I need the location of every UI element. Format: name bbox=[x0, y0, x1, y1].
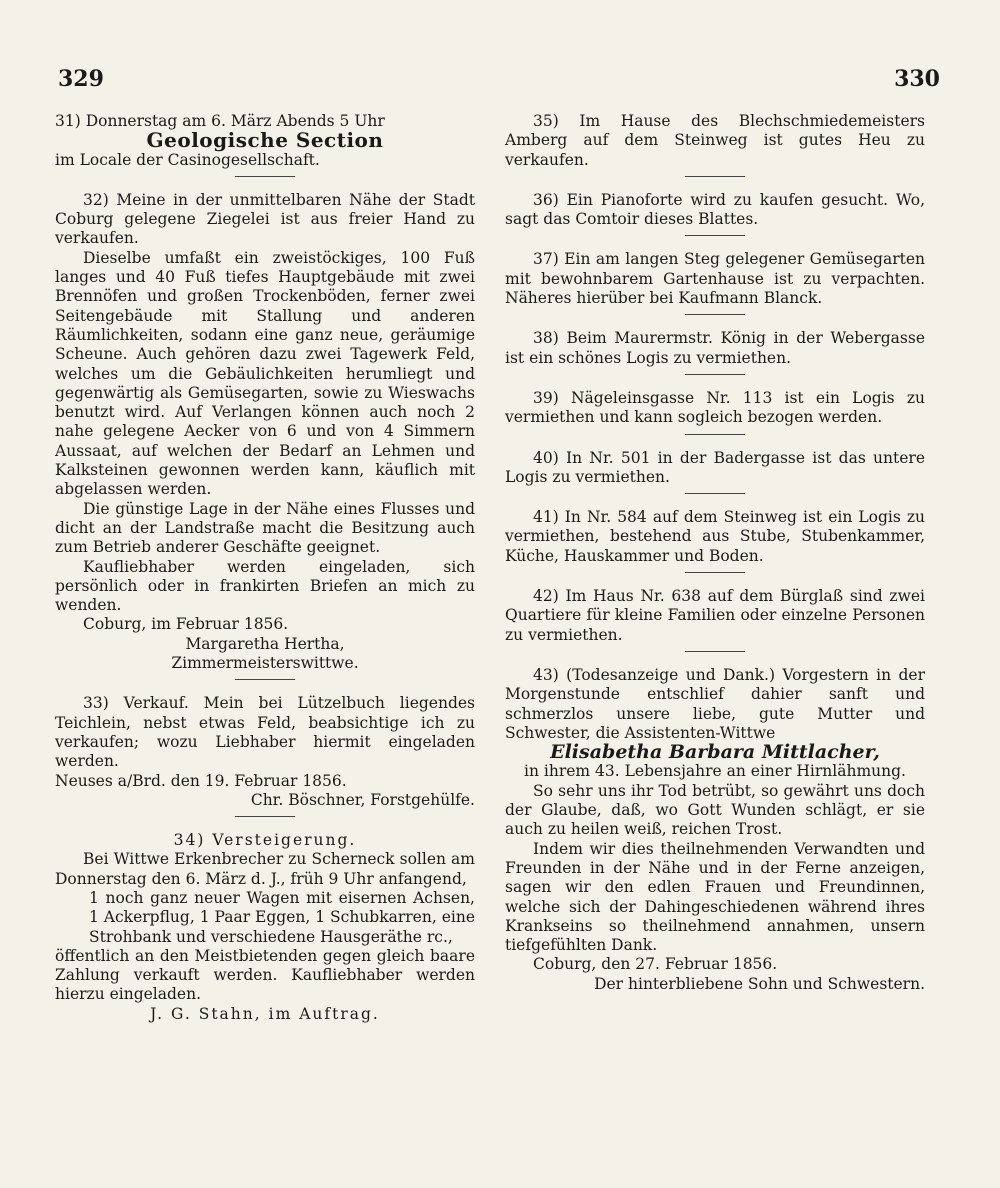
ad-31-text: 31) Donnerstag am 6. März Abends 5 Uhr bbox=[55, 112, 385, 130]
separator-rule bbox=[235, 816, 295, 817]
page-number-left: 329 bbox=[58, 66, 104, 92]
separator-rule bbox=[685, 434, 745, 435]
ad-31-text: im Locale der Casinogesellschaft. bbox=[55, 150, 320, 169]
right-column bbox=[505, 112, 925, 994]
separator-rule bbox=[685, 374, 745, 375]
ad-32-text: Zimmermeisterswittwe. bbox=[171, 654, 359, 673]
ad-32-text: Die günstige Lage in der Nähe eines Flusses und dicht an der Landstraße macht die Besitzung auch zum Betrieb anderer Geschäfte geeignet. bbox=[55, 499, 475, 557]
ad-35-text: 35) Im Hause des Blechschmiedemeisters Amberg auf dem Steinweg ist gutes Heu zu verkaufen. bbox=[505, 112, 925, 169]
ad-32-text: Margaretha Hertha, bbox=[185, 634, 345, 653]
ad-34-text: öffentlich an den Meistbietenden gegen gleich baare Zahlung verkauft werden. Kaufliebhaber werden hierzu eingeladen. bbox=[55, 946, 475, 1004]
ad-38-text: 38) Beim Maurermstr. König in der Webergasse ist ein schönes Logis zu vermiethen. bbox=[505, 329, 925, 367]
ad-33-text: Chr. Böschner, Forstgehülfe. bbox=[250, 790, 475, 809]
separator-rule bbox=[685, 176, 745, 177]
advertisement-32 bbox=[55, 191, 475, 673]
separator-rule bbox=[685, 235, 745, 236]
ad-34-text: 34) Versteigerung. bbox=[173, 831, 357, 850]
ad-36-text: 36) Ein Pianoforte wird zu kaufen gesucht. Wo, sagt das Comtoir dieses Blattes. bbox=[505, 190, 925, 229]
separator-rule bbox=[685, 493, 745, 494]
separator-rule bbox=[685, 572, 745, 573]
ad-32-text: Kaufliebhaber werden eingeladen, sich persönlich oder in frankirten Briefen an mich zu wenden. bbox=[55, 557, 475, 615]
ad-37-text: 37) Ein am langen Steg gelegener Gemüsegarten mit bewohnbarem Gartenhause ist zu verpachten. Näheres hierüber bei Kaufmann Blanck. bbox=[505, 250, 925, 308]
ad-34-text: 1 noch ganz neuer Wagen mit eisernen Achsen, 1 Ackerpflug, 1 Paar Eggen, 1 Schubkarren, eine Strohbank und verschiedene Hausgeräthe rc., bbox=[89, 888, 475, 946]
left-column bbox=[55, 112, 475, 1024]
advertisement-41 bbox=[505, 508, 925, 566]
ad-34-text: Bei Wittwe Erkenbrecher zu Scherneck sollen am Donnerstag den 6. März d. J., früh 9 Uhr anfangend, bbox=[55, 850, 475, 888]
advertisement-35 bbox=[505, 112, 925, 170]
advertisement-40 bbox=[505, 449, 925, 488]
advertisement-33 bbox=[55, 694, 475, 810]
page-number-right: 330 bbox=[894, 66, 940, 92]
ad-33-text: Neuses a/Brd. den 19. Februar 1856. bbox=[55, 771, 347, 790]
ad-41-text: 41) In Nr. 584 auf dem Steinweg ist ein Logis zu vermiethen, bestehend aus Stube, Stubenkammer, Küche, Hauskammer und Boden. bbox=[505, 508, 925, 565]
ad-42-text: 42) Im Haus Nr. 638 auf dem Bürglaß sind zwei Quartiere für kleine Familien oder einzelne Personen zu vermiethen. bbox=[505, 587, 925, 644]
ad-43-text: So sehr uns ihr Tod betrübt, so gewährt uns doch der Glaube, daß, wo Gott Wunden schlägt, er sie auch zu heilen weiß, reichen Trost. bbox=[505, 781, 925, 839]
ad-31-text: Geologische Section bbox=[146, 128, 384, 153]
advertisement-43 bbox=[505, 666, 925, 994]
advertisement-39 bbox=[505, 389, 925, 428]
ad-43-text: Indem wir dies theilnehmenden Verwandten und Freunden in der Nähe und in der Ferne anzeigen, sagen wir den edlen Frauen und Freundinnen, welche sich der Dahingeschiedenen während ihres Krankseins so theilnehmend annahmen, unsern tiefgefühlten Dank. bbox=[505, 839, 925, 955]
advertisement-31 bbox=[55, 112, 475, 170]
ad-32-text: 32) Meine in der unmittelbaren Nähe der Stadt Coburg gelegene Ziegelei ist aus freier Hand zu verkaufen. bbox=[55, 190, 475, 248]
ad-39-text: 39) Nägeleinsgasse Nr. 113 ist ein Logis zu vermiethen und kann sogleich bezogen werden. bbox=[505, 388, 925, 427]
separator-rule bbox=[235, 176, 295, 177]
ad-43-text: 43) (Todesanzeige und Dank.) Vorgestern in der Morgenstunde entschlief dahier sanft und schmerzlos unsere liebe, gute Mutter und Schwester, die Assistenten-Wittwe bbox=[505, 665, 925, 742]
ad-43-text: Der hinterbliebene Sohn und Schwestern. bbox=[594, 974, 925, 993]
advertisement-37 bbox=[505, 250, 925, 308]
ad-43-text: Elisabetha Barbara Mittlacher, bbox=[550, 741, 880, 764]
advertisement-38 bbox=[505, 329, 925, 368]
advertisement-34 bbox=[55, 831, 475, 1024]
ad-32-text: Coburg, im Februar 1856. bbox=[83, 615, 289, 634]
separator-rule bbox=[685, 314, 745, 315]
advertisement-36 bbox=[505, 191, 925, 230]
ad-33-text: 33) Verkauf. Mein bei Lützelbuch liegendes Teichlein, nebst etwas Feld, beabsichtige ich zu verkaufen; wozu Liebhaber hiermit eingeladen werden. bbox=[55, 694, 475, 771]
separator-rule bbox=[685, 651, 745, 652]
ad-32-text: Dieselbe umfaßt ein zweistöckiges, 100 Fuß langes und 40 Fuß tiefes Hauptgebäude mit zwei Brennöfen und großen Trockenböden, ferner zwei Seitengebäude mit Stallung und anderen Räumlichkeiten, sodann eine ganz neue, geräumige Scheune. Auch gehören dazu zwei Tagewerk Feld, welches um die Gebäulichkeiten herumliegt und gegenwärtig als Gemüsegarten, sowie zu Wieswachs benutzt wird. Auf Verlangen können auch noch 2 nahe gelegene Aecker von 6 und von 4 Simmern Aussaat, auf welchen der Bedarf an Lehmen und Kalksteinen gewonnen werden kann, käuflich mit abgelassen werden. bbox=[55, 248, 475, 499]
ad-43-text: in ihrem 43. Lebensjahre an einer Hirnlähmung. bbox=[524, 762, 906, 781]
separator-rule bbox=[235, 679, 295, 680]
ad-43-text: Coburg, den 27. Februar 1856. bbox=[533, 955, 778, 974]
advertisement-42 bbox=[505, 587, 925, 645]
ad-40-text: 40) In Nr. 501 in der Badergasse ist das untere Logis zu vermiethen. bbox=[505, 448, 925, 486]
ad-34-text: J. G. Stahn, im Auftrag. bbox=[150, 1004, 380, 1023]
